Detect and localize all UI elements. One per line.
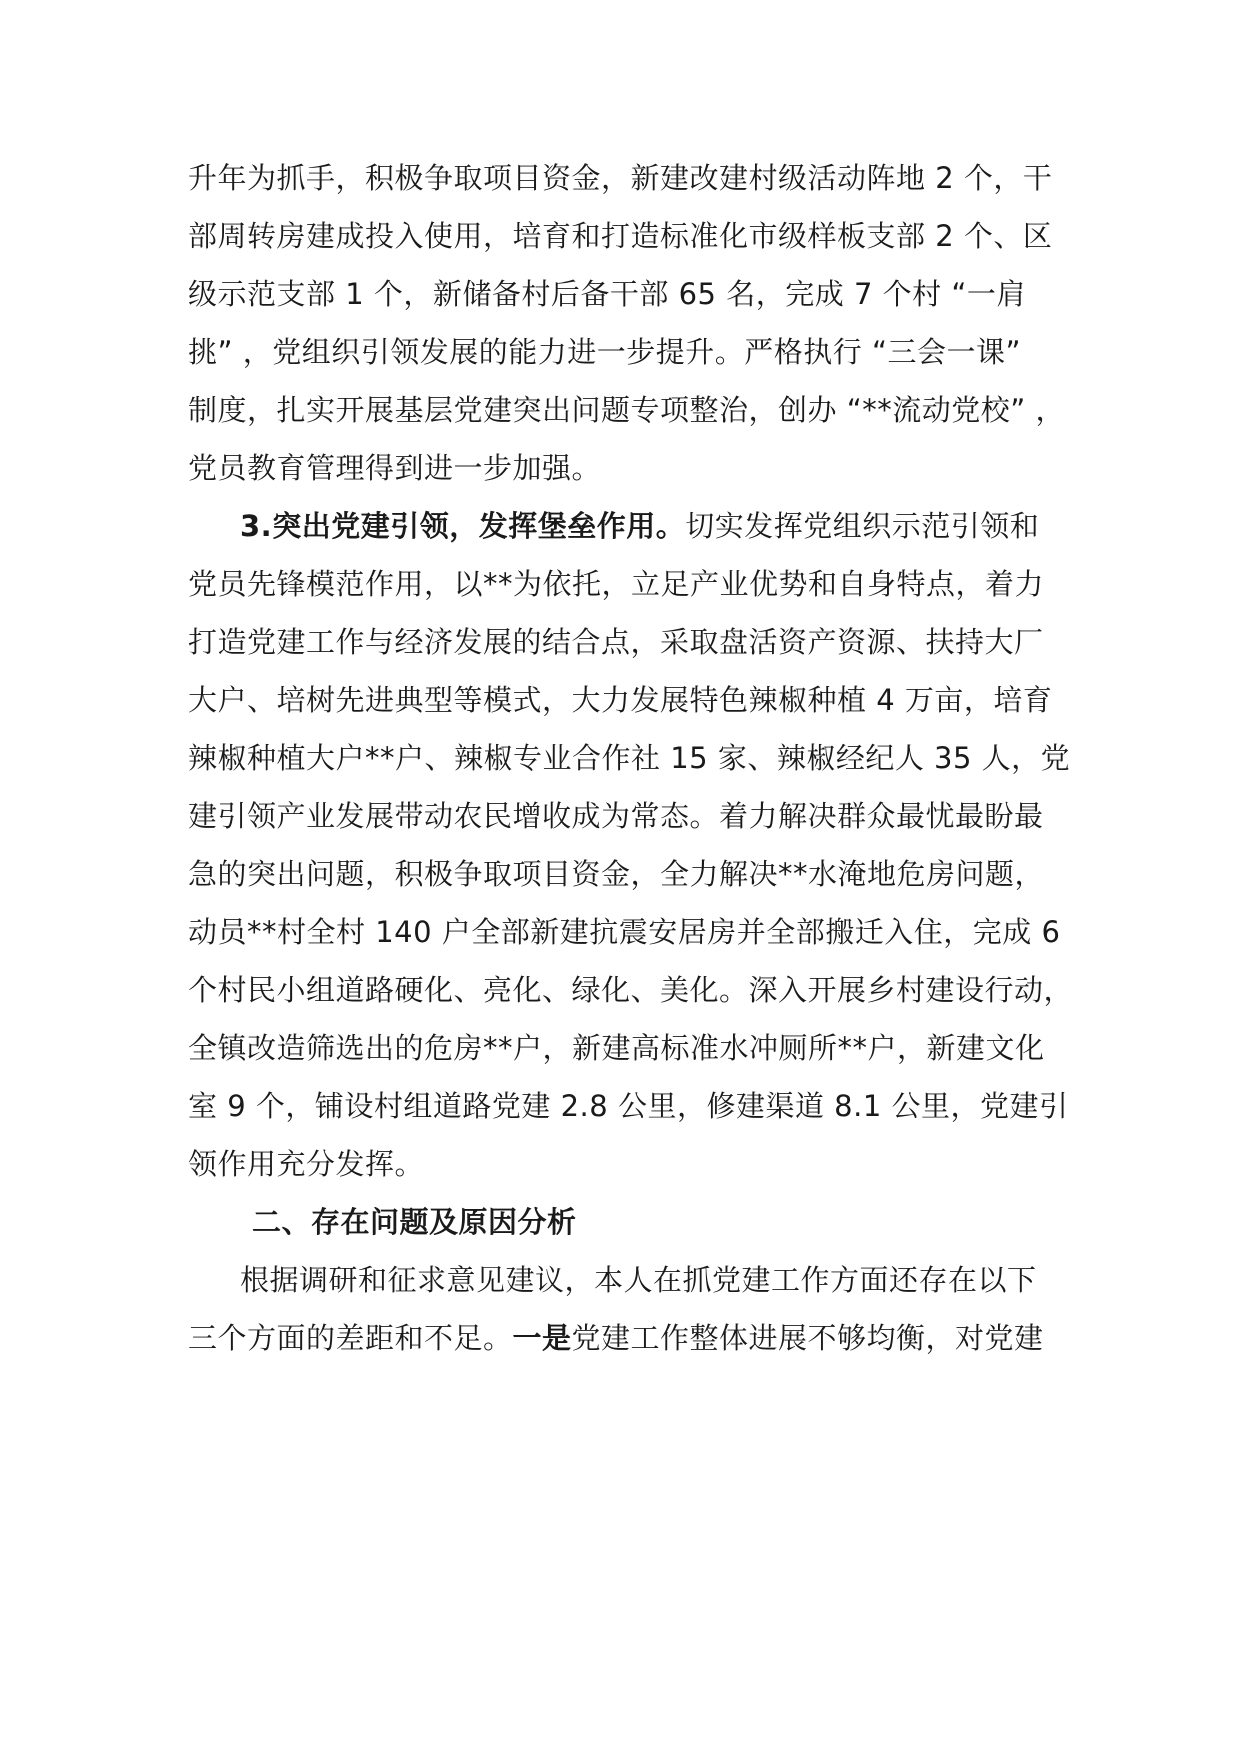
paragraph-line: 建引领产业发展带动农民增收成为常态。着力解决群众最忧最盼最 <box>188 799 1044 833</box>
paragraph-line: 制度，扎实开展基层党建突出问题专项整治，创办 “**流动党校” ， <box>188 393 1065 427</box>
paragraph-line: 大户、培树先进典型等模式，大力发展特色辣椒种植 4 万亩，培育 <box>188 683 1053 717</box>
section-3-first-line <box>240 508 1039 544</box>
problems-text: 党建工作整体进展不够均衡，对党建 <box>571 1321 1044 1355</box>
paragraph-line: 动员**村全村 140 户全部新建抗震安居房并全部搬迁入住，完成 6 <box>188 915 1061 949</box>
paragraph-line: 个村民小组道路硬化、亮化、绿化、美化。深入开展乡村建设行动， <box>188 973 1074 1007</box>
paragraph-line <box>188 1320 1044 1356</box>
paragraph-line: 部周转房建成投入使用，培育和打造标准化市级样板支部 2 个、区 <box>188 219 1053 253</box>
paragraph-line: 辣椒种植大户**户、辣椒专业合作社 15 家、辣椒经纪人 35 人，党 <box>188 741 1071 775</box>
paragraph-line: 打造党建工作与经济发展的结合点，采取盘活资产资源、扶持大厂 <box>188 625 1044 659</box>
problems-text: 三个方面的差距和不足。 <box>188 1321 513 1355</box>
problems-point-one-label: 一是 <box>512 1321 572 1355</box>
section-heading: 二、存在问题及原因分析 <box>252 1205 577 1239</box>
section-3-title: 3.突出党建引领，发挥堡垒作用。 <box>240 509 686 543</box>
paragraph-line: 室 9 个，铺设村组道路党建 2.8 公里，修建渠道 8.1 公里，党建引 <box>188 1089 1069 1123</box>
paragraph-line: 党员教育管理得到进一步加强。 <box>188 451 602 485</box>
section-3-first-line-text: 切实发挥党组织示范引领和 <box>685 509 1040 543</box>
paragraph-line: 级示范支部 1 个，新储备村后备干部 65 名，完成 7 个村 “一肩 <box>188 277 1026 311</box>
paragraph-line: 领作用充分发挥。 <box>188 1147 425 1181</box>
paragraph-line: 根据调研和征求意见建议，本人在抓党建工作方面还存在以下 <box>240 1263 1037 1297</box>
paragraph-line: 全镇改造筛选出的危房**户，新建高标准水冲厕所**户，新建文化 <box>188 1031 1045 1065</box>
paragraph-line: 党员先锋模范作用，以**为依托，立足产业优势和自身特点，着力 <box>188 567 1045 601</box>
paragraph-line: 升年为抓手，积极争取项目资金，新建改建村级活动阵地 2 个，干 <box>188 161 1053 195</box>
paragraph-line: 挑” ，党组织引领发展的能力进一步提升。严格执行 “三会一课” <box>188 335 1022 369</box>
paragraph-line: 急的突出问题，积极争取项目资金，全力解决**水淹地危房问题， <box>188 857 1045 891</box>
